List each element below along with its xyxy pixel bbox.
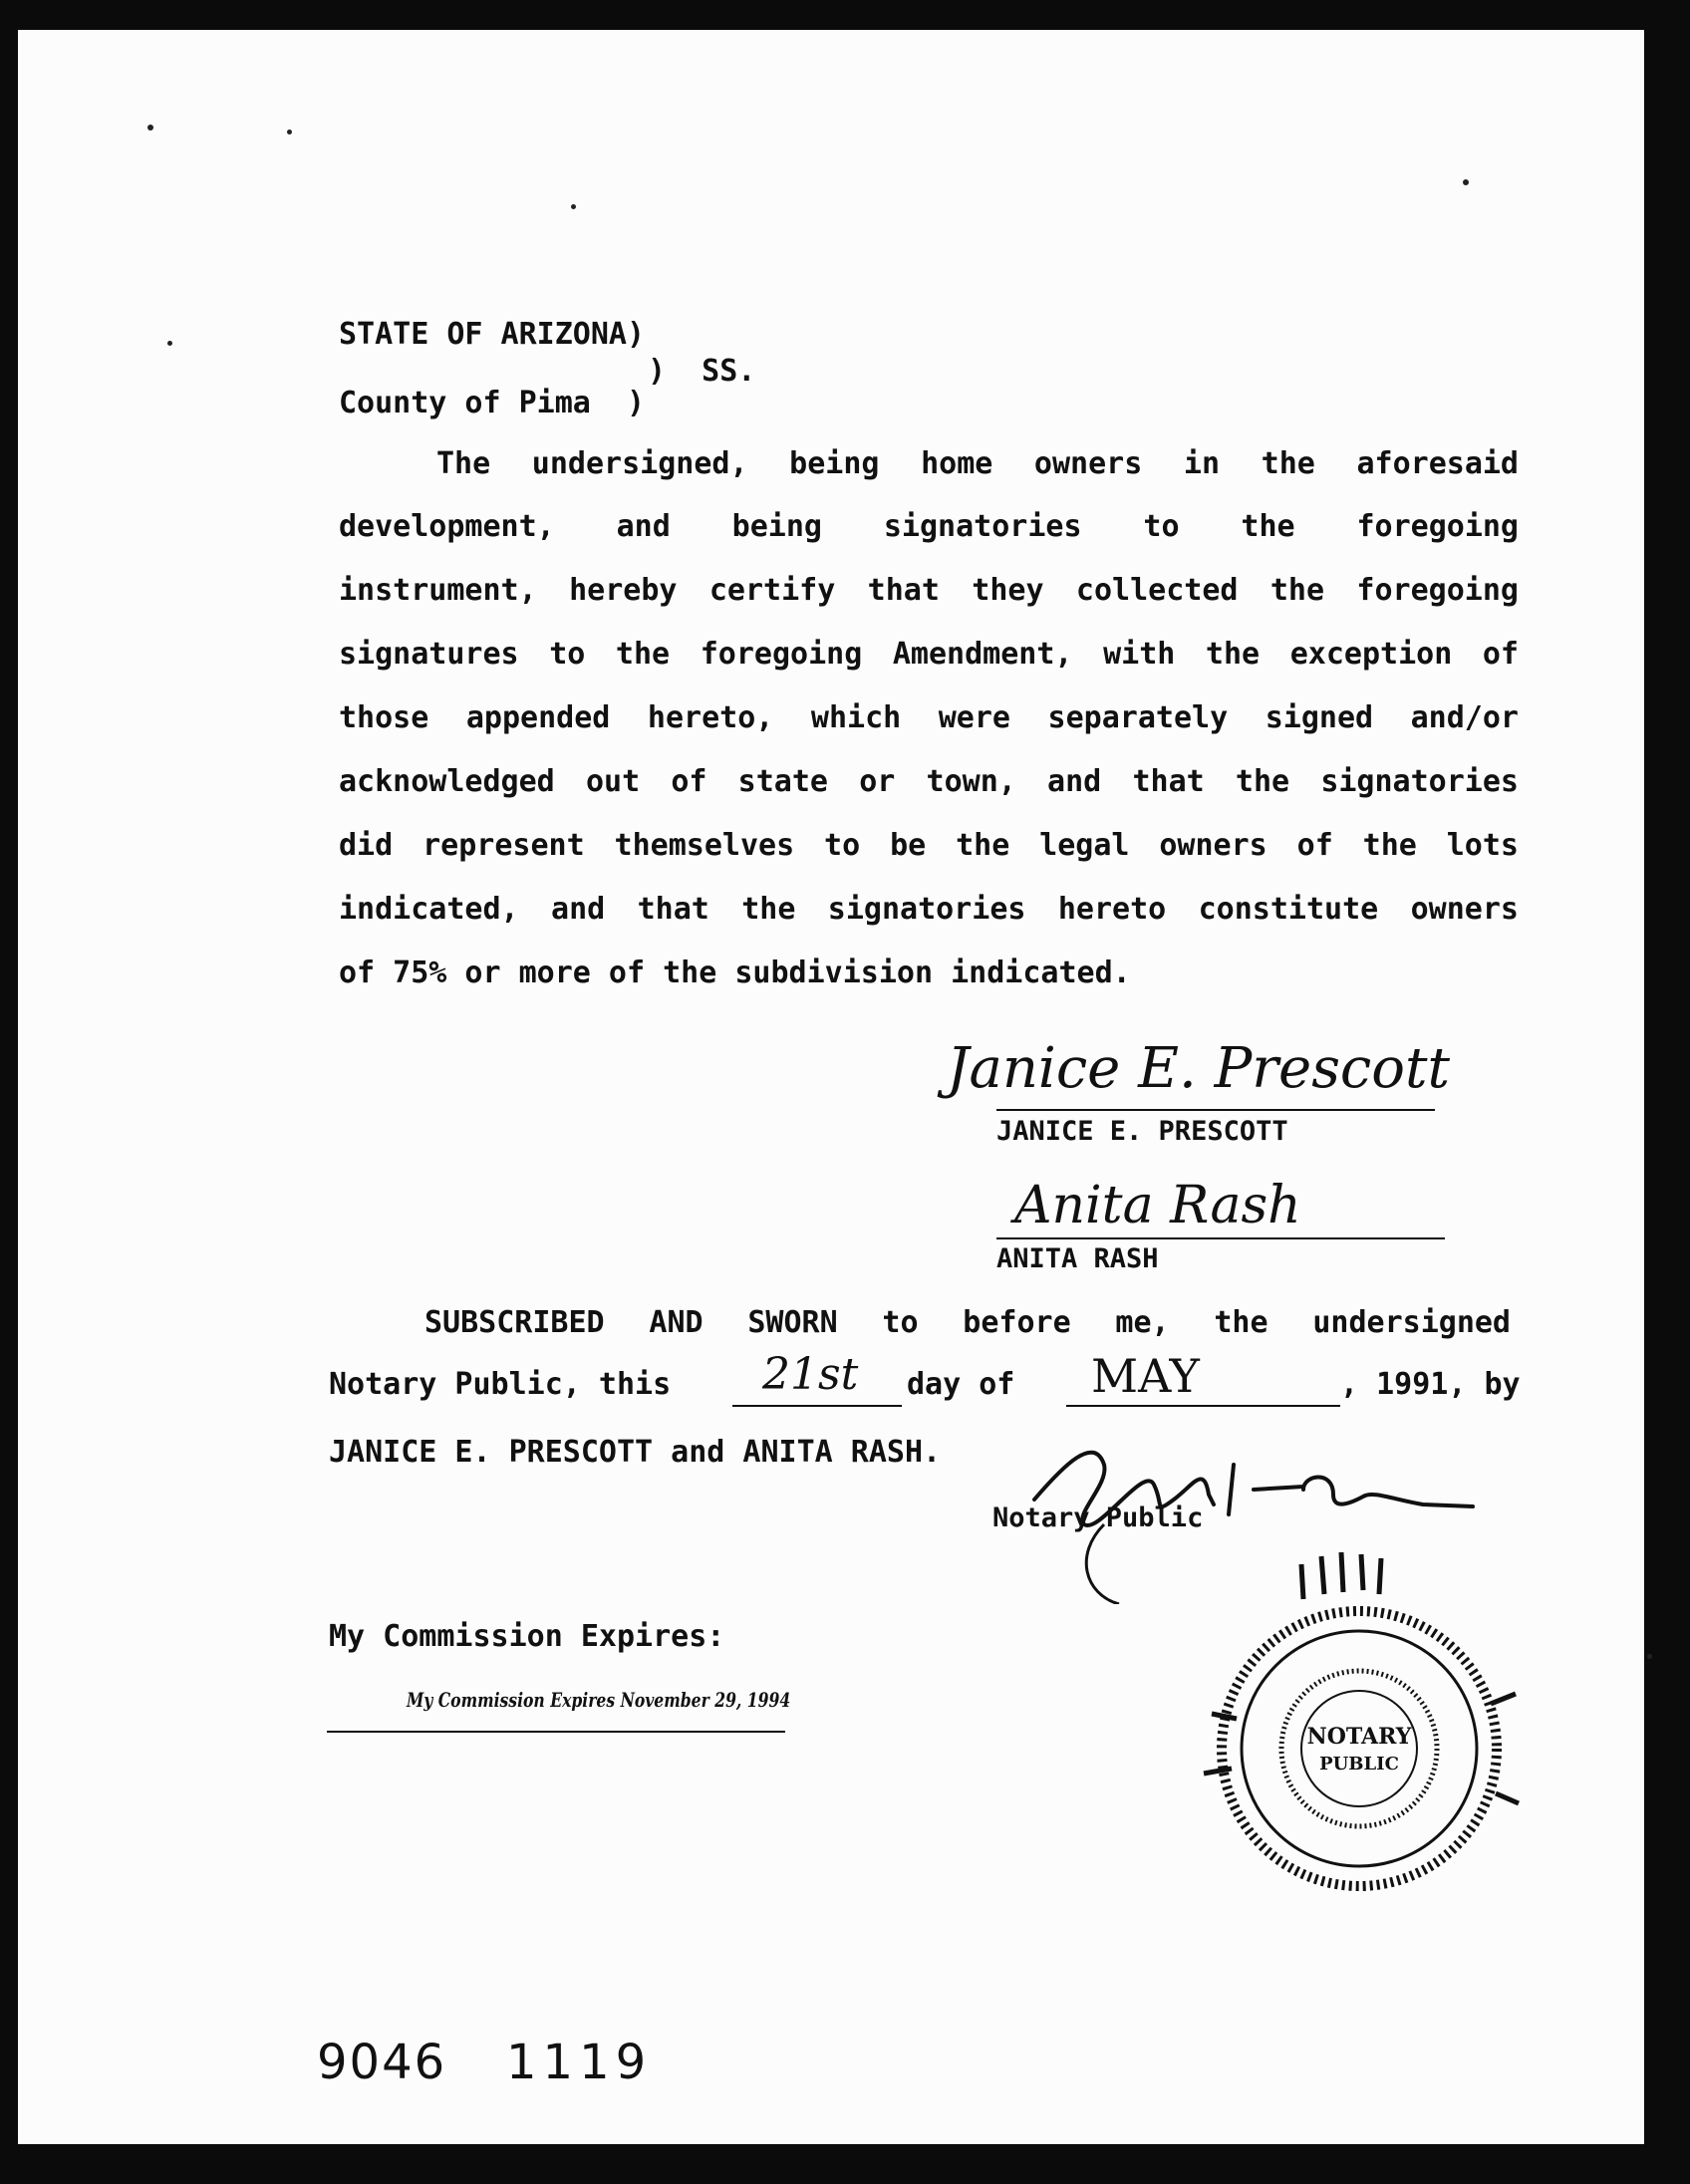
jurat-line2-mid: day of	[907, 1367, 1015, 1402]
body-line: did represent themselves to be the legal owners of the lots	[339, 828, 1519, 863]
signer2-name: ANITA RASH	[996, 1243, 1159, 1274]
jurat-line3: JANICE E. PRESCOTT and ANITA RASH.	[329, 1435, 942, 1470]
scan-speck	[571, 204, 576, 209]
venue-county: County of Pima )	[339, 386, 646, 420]
notary-label: Notary Public	[992, 1502, 1204, 1533]
commission-line	[327, 1731, 785, 1733]
scan-speck	[1463, 179, 1469, 185]
commission-stamp: My Commission Expires November 29, 1994	[407, 1688, 791, 1712]
notary-seal-icon	[1192, 1544, 1521, 1923]
svg-text:PUBLIC: PUBLIC	[1319, 1754, 1399, 1774]
body-line: development, and being signatories to the foregoing	[339, 509, 1519, 544]
jurat-line2-prefix: Notary Public, this	[329, 1367, 672, 1402]
scan-speck	[167, 341, 172, 346]
document-number: 9046	[317, 2035, 447, 2090]
body-line: acknowledged out of state or town, and that the signatories	[339, 764, 1519, 799]
signer1-name: JANICE E. PRESCOTT	[996, 1116, 1288, 1147]
jurat-line1: SUBSCRIBED AND SWORN to before me, the undersigned	[424, 1305, 1511, 1340]
day-blank-line	[732, 1405, 902, 1407]
commission-label: My Commission Expires:	[329, 1619, 725, 1654]
scan-speck	[287, 130, 292, 135]
venue-ss: ) SS.	[648, 354, 756, 389]
document-page	[18, 30, 1644, 2144]
scan-speck	[147, 125, 153, 131]
jurat-line2-suffix: , 1991, by	[1340, 1367, 1521, 1402]
page-number: 1119	[506, 2035, 653, 2090]
signature-anita-rash: Anita Rash	[1014, 1176, 1301, 1235]
body-line: signatures to the foregoing Amendment, with the exception of	[339, 637, 1519, 672]
venue-state: STATE OF ARIZONA)	[339, 317, 646, 352]
jurat-month: MAY	[1091, 1349, 1200, 1403]
svg-text:NOTARY: NOTARY	[1306, 1724, 1412, 1750]
body-line: of 75% or more of the subdivision indicated.	[339, 956, 1131, 990]
signature-janice-prescott: Janice E. Prescott	[947, 1036, 1451, 1101]
signature-line	[996, 1237, 1445, 1239]
body-line: indicated, and that the signatories hereto constitute owners	[339, 892, 1519, 927]
body-line: those appended hereto, which were separately signed and/or	[339, 700, 1519, 735]
body-line: The undersigned, being home owners in the aforesaid	[436, 446, 1519, 481]
scan-speck	[1647, 1654, 1652, 1659]
jurat-day: 21st	[762, 1349, 859, 1400]
body-line: instrument, hereby certify that they collected the foregoing	[339, 573, 1519, 608]
signature-line	[996, 1109, 1435, 1111]
